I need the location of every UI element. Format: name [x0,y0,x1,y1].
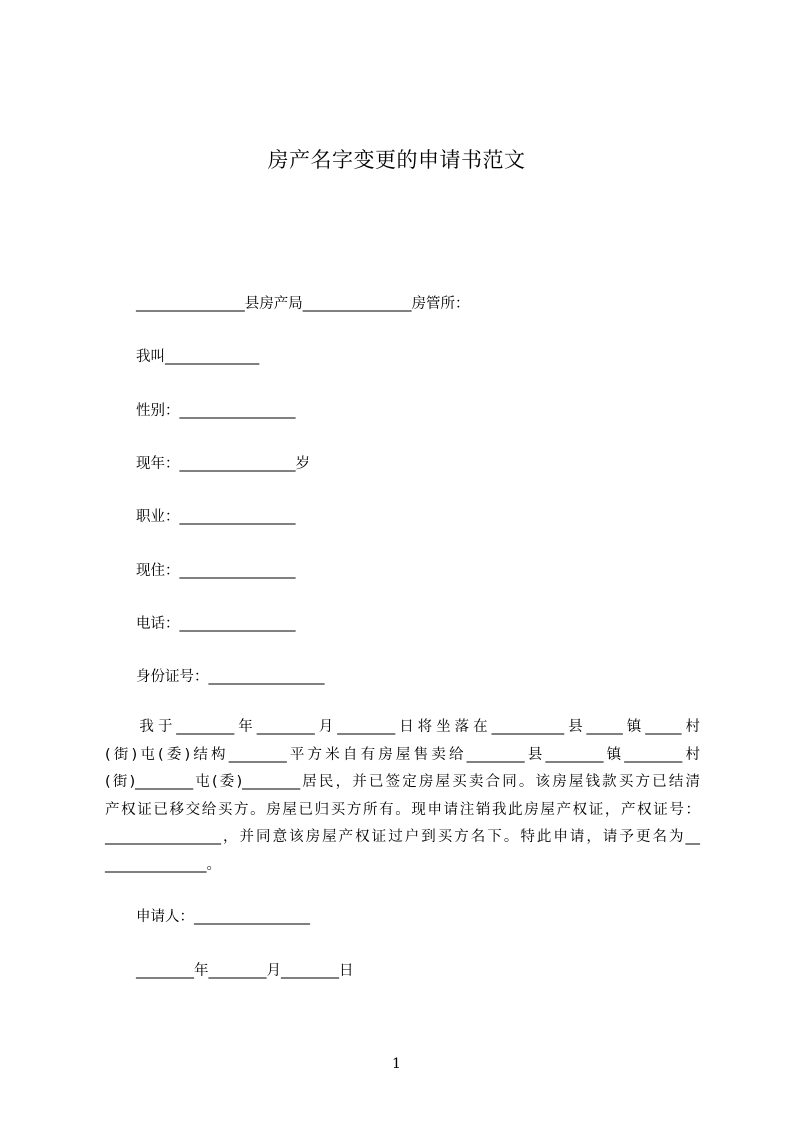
body-line: (街)屯(委)结构________平方米自有房屋售卖给________县________镇________村 [105,746,700,763]
body-line: 我于________年________月________日将坐落在__________县_____镇_____村 [105,719,700,735]
body-line: ______________。 [105,856,221,873]
gender-field: 性别：________________ [136,403,296,419]
addressee-line: _______________县房产局_______________房管所： [136,296,470,312]
phone-field: 电话：________________ [136,616,296,632]
body-line: (街)________屯(委)________居民，并已签定房屋买卖合同。该房屋钱款买方已结清 [105,774,700,790]
body-line: ________________，并同意该房屋产权证过户到买方名下。特此申请，请予更名为__ [105,829,700,845]
page-title: 房产名字变更的申请书范文 [267,148,526,172]
residence-field: 现住：________________ [136,563,296,579]
applicant-signature-line: 申请人：________________ [136,909,310,925]
date-line: ________年________月________日 [136,963,354,979]
occupation-field: 职业：________________ [136,509,296,525]
age-field: 现年：________________岁 [136,456,310,472]
body-paragraph [105,714,700,879]
name-field: 我叫_____________ [136,349,260,365]
page-number: 1 [392,1056,401,1072]
body-line: 产权证已移交给买方。房屋已归买方所有。现申请注销我此房屋产权证，产权证号： [105,801,700,818]
id-number-field: 身份证号：________________ [136,669,325,685]
